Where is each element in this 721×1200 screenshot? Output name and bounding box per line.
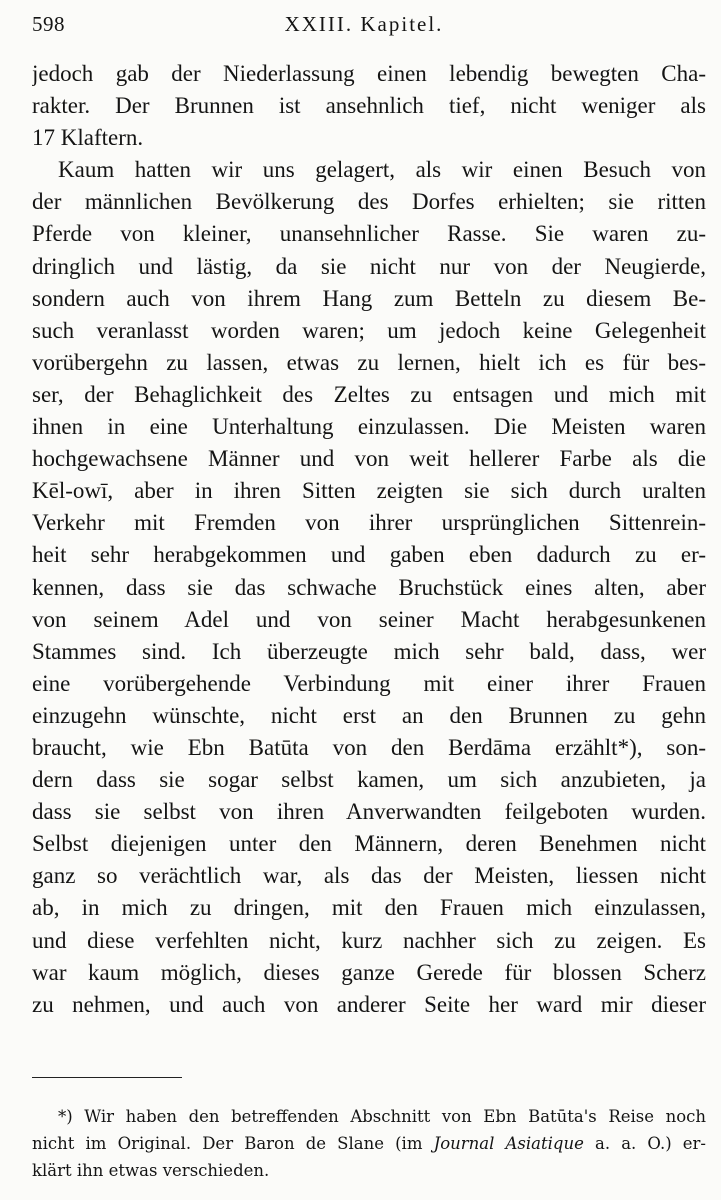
text-line: Stammes sind. Ich überzeugte mich sehr bald, dass, wer [32,638,706,664]
text-line: Kēl-owī, aber in ihren Sitten zeigten sie sich durch uralten [32,478,706,504]
text-line: Kaum hatten wir uns gelagert, als wir einen Besuch von [58,157,706,183]
text-line: sondern auch von ihrem Hang zum Betteln zu diesem Be- [32,285,706,311]
text-line: jedoch gab der Niederlassung einen lebendig bewegten Cha- [32,61,706,86]
text-line: zu nehmen, und auch von anderer Seite her ward mir dieser [32,991,706,1017]
page-header [32,12,696,42]
text-line: such veranlasst worden waren; um jedoch keine Gelegenheit [32,317,706,343]
text-line: braucht, wie Ebn Batūta von den Berdāma erzählt*), son- [32,734,706,760]
page-number: 598 [32,12,65,36]
text-line: 17 Klaftern. [32,125,144,151]
text-line: ab, in mich zu dringen, mit den Frauen mich einzulassen, [32,895,706,921]
footnote-line: klärt ihn etwas verschieden. [32,1161,270,1180]
running-head: XXIII. Kapitel. [284,12,444,36]
text-line: dringlich und lästig, da sie nicht nur von der Neugierde, [32,253,706,279]
text-line: rakter. Der Brunnen ist ansehnlich tief, nicht weniger als [32,93,706,119]
footnote-rule [32,1077,182,1078]
text-line: einzugehn wünschte, nicht erst an den Brunnen zu gehn [32,702,706,728]
text-line: kennen, dass sie das schwache Bruchstück eines alten, aber [32,574,706,600]
text-line: dass sie selbst von ihren Anverwandten feilgeboten wurden. [32,799,706,825]
text-line: hochgewachsene Männer und von weit hellerer Farbe als die [32,446,706,472]
footnote-line: *) Wir haben den betreffenden Abschnitt von Ebn Batūta's Reise noch [58,1107,706,1126]
text-line: ihnen in eine Unterhaltung einzulassen. Die Meisten waren [32,414,706,440]
text-line: dern dass sie sogar selbst kamen, um sich anzubieten, ja [32,767,706,793]
text-line: eine vorübergehende Verbindung mit einer ihrer Frauen [32,670,706,696]
text-line: von seinem Adel und von seiner Macht herabgesunkenen [32,606,706,632]
text-line: vorübergehn zu lassen, etwas zu lernen, hielt ich es für bes- [32,349,706,375]
body-text [32,58,706,1021]
text-line: Verkehr mit Fremden von ihrer ursprünglichen Sittenrein- [32,510,706,536]
footnote-line [32,1130,706,1157]
text-line: ser, der Behaglichkeit des Zeltes zu entsagen und mich mit [32,381,706,407]
text-line: war kaum möglich, dieses ganze Gerede für blossen Scherz [32,959,706,985]
text-line: Selbst diejenigen unter den Männern, deren Benehmen nicht [32,831,706,857]
text-line: Pferde von kleiner, unansehnlicher Rasse. Sie waren zu- [32,221,706,247]
footnote [32,1103,706,1184]
footnote-text: nicht im Original. Der Baron de Slane (im [32,1134,434,1153]
footnote-text: a. a. O.) er- [583,1134,706,1153]
text-line: heit sehr herabgekommen und gaben eben dadurch zu er- [32,542,706,568]
text-line: ganz so verächtlich war, als das der Meisten, liessen nicht [32,863,706,889]
text-line: der männlichen Bevölkerung des Dorfes erhielten; sie ritten [32,189,706,215]
text-line: und diese verfehlten nicht, kurz nachher sich zu zeigen. Es [32,927,706,953]
journal-title: Journal Asiatique [433,1134,584,1153]
